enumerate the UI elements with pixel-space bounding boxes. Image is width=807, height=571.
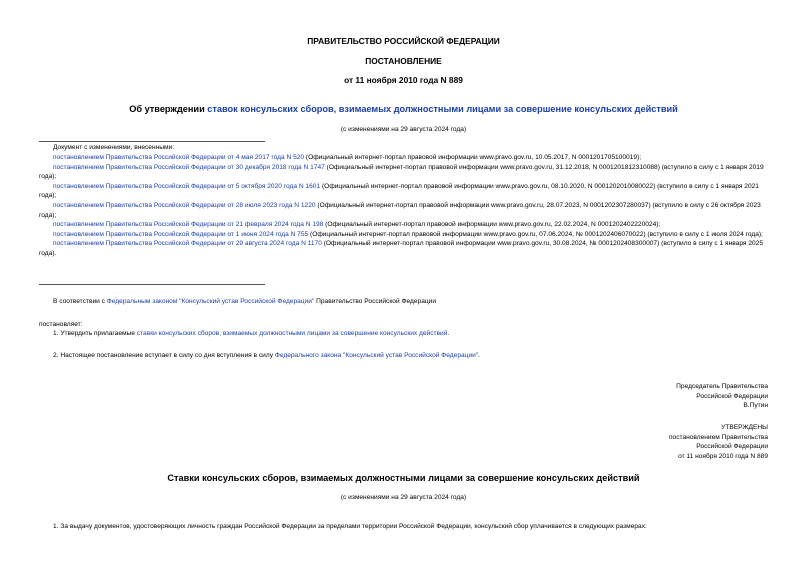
body-item-2 xyxy=(53,351,480,361)
body-item-1 xyxy=(53,329,449,339)
amendment-text: (Официальный интернет-портал правовой информации www.pravo.gov.ru, 30.08.2024, № 0001202408300007) (вступило в силу с 1 января 2025 года). xyxy=(39,240,764,257)
amendment-item xyxy=(39,153,769,163)
amendment-text: (Официальный интернет-портал правовой информации www.pravo.gov.ru, 31.12.2018, N 0001201812310088) (вступило в силу с 1 января 2019 года); xyxy=(39,163,764,181)
item2-prefix: 2. Настоящее постановление вступает в силу со дня вступления в силу xyxy=(53,352,275,359)
federal-law-link-2[interactable]: Федерального закона "Консульский устав Российской Федерации" xyxy=(274,352,479,359)
divider-bottom xyxy=(39,284,265,285)
preamble-prefix: В соответствии с xyxy=(53,298,107,305)
government-heading: ПРАВИТЕЛЬСТВО РОССИЙСКОЙ ФЕДЕРАЦИИ xyxy=(307,36,500,46)
item1-prefix: 1. Утвердить прилагаемые xyxy=(53,330,137,337)
approved-country: Российской Федерации xyxy=(696,443,768,451)
title-prefix: Об утверждении xyxy=(129,104,208,114)
edition-note: (с изменениями на 29 августа 2024 года) xyxy=(340,126,467,133)
decrees-word: постановляет: xyxy=(39,321,83,328)
amendment-item xyxy=(39,201,769,220)
signature-country: Российской Федерации xyxy=(696,392,768,400)
approved-label: УТВЕРЖДЕНЫ xyxy=(721,424,768,431)
doc-date-number: от 11 ноября 2010 года N 889 xyxy=(344,75,463,85)
divider-top xyxy=(39,141,265,142)
preamble-suffix: Правительство Российской Федерации xyxy=(314,298,437,305)
federal-law-link[interactable]: Федеральным законом "Консульский устав Российской Федерации" xyxy=(106,298,315,305)
amendment-link[interactable]: постановлением Правительства Российской Федерации от 21 февраля 2024 года N 198 xyxy=(53,221,324,229)
title-link[interactable]: ставок консульских сборов, взимаемых должностными лицами за совершение консульских действий xyxy=(207,104,678,114)
preamble xyxy=(53,297,436,307)
approved-block xyxy=(669,423,768,461)
amendment-link[interactable]: постановлением Правительства Российской Федерации от 30 декабря 2018 года N 1747 xyxy=(53,163,325,171)
approved-by: постановлением Правительства xyxy=(668,433,768,441)
signature-name: В.Путин xyxy=(743,402,768,410)
rates-title: Ставки консульских сборов, взимаемых должностными лицами за совершение консульских действий xyxy=(167,473,640,483)
amendment-text: (Официальный интернет-портал правовой информации www.pravo.gov.ru, 07.06.2024, № 0001202406070022) (вступило в силу с 1 июля 2024 года); xyxy=(308,230,763,238)
signature-block xyxy=(676,382,768,411)
rates-edition-note: (с изменениями на 29 августа 2024 года) xyxy=(340,494,467,501)
item1-suffix: . xyxy=(447,330,450,337)
amendment-item xyxy=(39,230,769,240)
amendment-link[interactable]: постановлением Правительства Российской Федерации от 4 мая 2017 года N 520 xyxy=(53,154,305,161)
amendment-link[interactable]: постановлением Правительства Российской Федерации от 29 августа 2024 года N 1170 xyxy=(53,240,322,248)
amendment-item xyxy=(39,182,769,201)
amendment-item xyxy=(39,239,769,258)
amendment-text: (Официальный интернет-портал правовой информации www.pravo.gov.ru, 28.07.2023, N 0001202307280037) (вступило в силу с 26 октября 2023 года); xyxy=(39,201,761,219)
amendment-link[interactable]: постановлением Правительства Российской Федерации от 28 июля 2023 года N 1220 xyxy=(53,201,316,209)
amendment-link[interactable]: постановлением Правительства Российской Федерации от 1 июня 2024 года N 755 xyxy=(53,230,309,238)
amendment-text: (Официальный интернет-портал правовой информации www.pravo.gov.ru, 08.10.2020, N 0001202010080022) (вступило в силу с 1 января 2021 года); xyxy=(39,182,759,200)
rates-link[interactable]: ставки консульских сборов, взимаемых должностными лицами за совершение консульских действий xyxy=(136,330,448,337)
amendment-item xyxy=(39,163,769,182)
approved-date: от 11 ноября 2010 года N 889 xyxy=(678,452,768,460)
amendments-list xyxy=(39,153,769,259)
doc-type-heading: ПОСТАНОВЛЕНИЕ xyxy=(365,56,442,66)
signature-position: Председатель Правительства xyxy=(676,383,768,390)
rates-item-1: 1. За выдачу документов, удостоверяющих личность граждан Российской Федерации за пределами территории Российской Федерации, консульский сбор уплачивается в следующих размерах: xyxy=(53,523,647,530)
amendment-text: (Официальный интернет-портал правовой информации www.pravo.gov.ru, 10.05.2017, N 0001201705100019); xyxy=(304,154,642,161)
amendments-intro: Документ с изменениями, внесенными: xyxy=(53,144,175,151)
page-title xyxy=(0,104,807,114)
amendment-item xyxy=(39,220,769,230)
item2-suffix: . xyxy=(478,352,480,359)
amendment-text: (Официальный интернет-портал правовой информации www.pravo.gov.ru, 22.02.2024, N 0001202402220024); xyxy=(323,221,661,229)
amendment-link[interactable]: постановлением Правительства Российской Федерации от 5 октября 2020 года N 1601 xyxy=(53,182,321,190)
